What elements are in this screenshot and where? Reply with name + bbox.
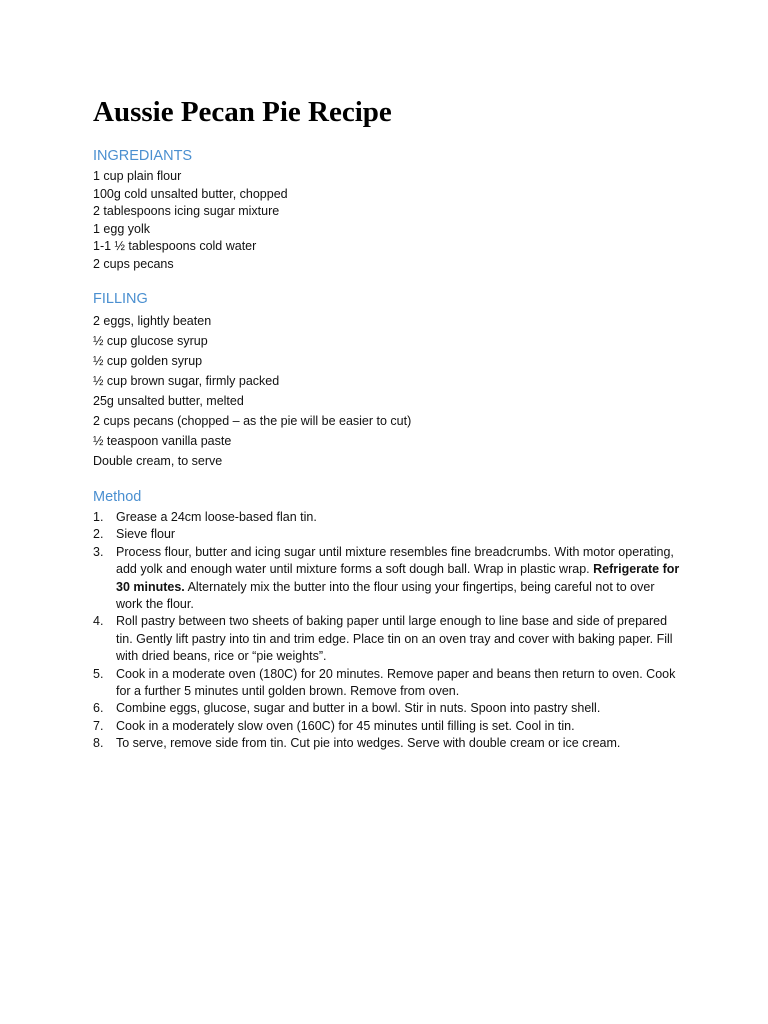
step-text: Cook in a moderate oven (180C) for 20 minutes. Remove paper and beans then return to oven. Cook for a further 5 minutes until golden brown. Remove from oven. xyxy=(116,666,676,699)
filling-heading: FILLING xyxy=(93,291,148,307)
step-text-part: Process flour, butter and icing sugar until mixture resembles fine breadcrumbs. With motor operating, add yolk and enough water until mixture forms a soft dough ball. Wrap in plastic wrap. xyxy=(116,544,674,577)
step-text: Grease a 24cm loose-based flan tin. xyxy=(116,510,317,524)
step-number: 4. xyxy=(93,614,104,629)
filling-item: 2 cups pecans (chopped – as the pie will be easier to cut) xyxy=(93,414,412,428)
step-emphasis: Refrigerate for 30 minutes. xyxy=(116,562,680,594)
ingredient-item: 2 tablespoons icing sugar mixture xyxy=(93,204,280,218)
ingredients-heading: INGREDIANTS xyxy=(93,148,193,164)
method-step xyxy=(93,666,683,701)
ingredient-item: 2 cups pecans xyxy=(93,256,174,271)
step-text: To serve, remove side from tin. Cut pie into wedges. Serve with double cream or ice cream. xyxy=(116,736,621,751)
method-heading: Method xyxy=(93,489,142,505)
step-text: Combine eggs, glucose, sugar and butter in a bowl. Stir in nuts. Spoon into pastry shell. xyxy=(116,701,601,716)
method-step xyxy=(93,735,683,752)
method-step xyxy=(93,718,683,735)
method-step xyxy=(93,700,683,717)
method-step xyxy=(93,544,683,614)
filling-item: ½ teaspoon vanilla paste xyxy=(93,434,232,448)
step-text: Roll pastry between two sheets of baking paper until large enough to line base and side of prepared tin. Gently lift pastry into tin and trim edge. Place tin on an oven tray and cover with baking paper. Fill with dried beans, rice or “pie weights”. xyxy=(116,614,673,664)
filling-item: 2 eggs, lightly beaten xyxy=(93,314,212,328)
step-number: 3. xyxy=(93,544,104,559)
filling-item: ½ cup brown sugar, firmly packed xyxy=(93,374,280,388)
step-text-part: Alternately mix the butter into the flour using your fingertips, being careful not to over work the flour. xyxy=(116,579,655,612)
ingredient-item: 1 cup plain flour xyxy=(93,169,182,183)
step-number: 5. xyxy=(93,666,104,681)
filling-list xyxy=(93,311,683,471)
method-step xyxy=(93,509,683,526)
filling-item: Double cream, to serve xyxy=(93,454,223,468)
step-number: 2. xyxy=(93,527,104,542)
step-text: Sieve flour xyxy=(116,527,176,542)
step-number: 1. xyxy=(93,510,104,524)
document-title: Aussie Pecan Pie Recipe xyxy=(93,96,392,128)
ingredients-list xyxy=(93,168,683,273)
method-list xyxy=(93,509,683,753)
ingredient-item: 1 egg yolk xyxy=(93,221,150,236)
recipe-document xyxy=(93,94,683,753)
step-text: Cook in a moderately slow oven (160C) for 45 minutes until filling is set. Cool in tin. xyxy=(116,718,575,733)
ingredient-item: 100g cold unsalted butter, chopped xyxy=(93,186,288,201)
filling-item: ½ cup golden syrup xyxy=(93,354,203,368)
method-step xyxy=(93,526,683,543)
ingredient-item: 1-1 ½ tablespoons cold water xyxy=(93,239,257,253)
step-number: 7. xyxy=(93,718,104,733)
method-step xyxy=(93,613,683,665)
step-number: 8. xyxy=(93,736,104,751)
filling-item: ½ cup glucose syrup xyxy=(93,334,208,348)
step-number: 6. xyxy=(93,701,104,716)
filling-item: 25g unsalted butter, melted xyxy=(93,394,244,408)
step-text xyxy=(116,544,683,614)
